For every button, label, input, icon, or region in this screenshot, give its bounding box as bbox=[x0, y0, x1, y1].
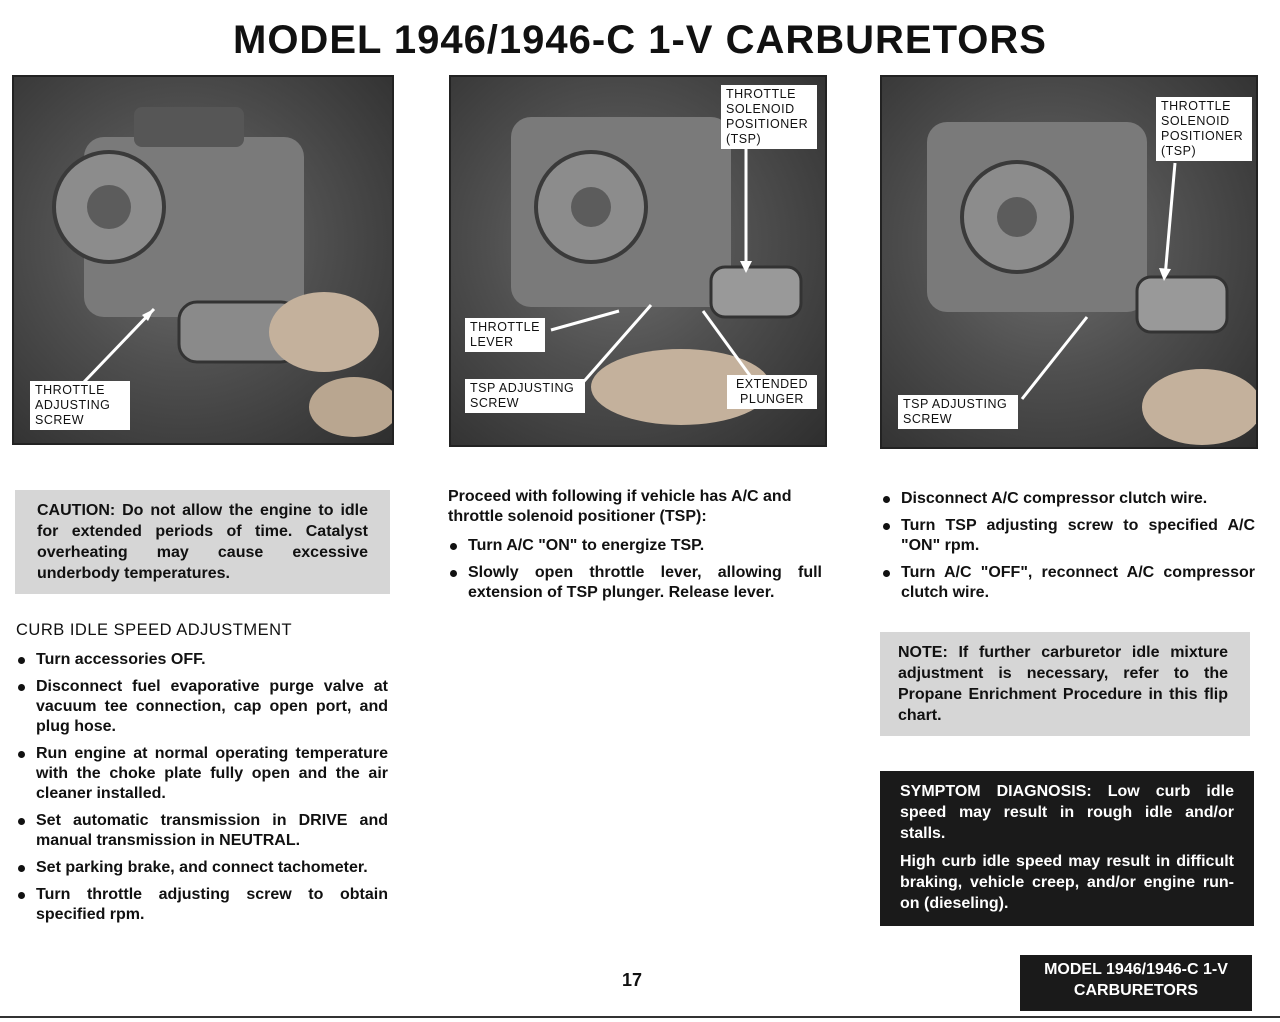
middle-intro: Proceed with following if vehicle has A/C and throttle solenoid positioner (TSP): bbox=[448, 488, 792, 525]
list-item: Disconnect A/C compressor clutch wire. bbox=[881, 489, 1255, 509]
callout-tsp: THROTTLE SOLENOID POSITIONER (TSP) bbox=[1156, 97, 1252, 161]
list-item: Run engine at normal operating temperature with the choke plate fully open and the air cleaner installed. bbox=[16, 744, 388, 804]
carburetor-photo-2 bbox=[449, 75, 827, 447]
note-box: NOTE: If further carburetor idle mixture adjustment is necessary, refer to the Propane Enrichment Procedure in this flip chart. bbox=[880, 632, 1250, 736]
callout-tsp: THROTTLE SOLENOID POSITIONER (TSP) bbox=[721, 85, 817, 149]
curb-idle-heading: CURB IDLE SPEED ADJUSTMENT bbox=[16, 621, 293, 639]
list-item: Turn TSP adjusting screw to specified A/C "ON" rpm. bbox=[881, 516, 1255, 556]
list-item: Turn A/C "ON" to energize TSP. bbox=[448, 536, 822, 556]
symptom-diagnosis-box bbox=[880, 771, 1254, 926]
footer-tab-line-2: CARBURETORS bbox=[1073, 982, 1199, 999]
list-item: Slowly open throttle lever, allowing full extension of TSP plunger. Release lever. bbox=[448, 563, 822, 603]
list-item: Turn accessories OFF. bbox=[16, 650, 388, 670]
footer-rule bbox=[0, 1016, 1280, 1018]
carburetor-photo-3 bbox=[880, 75, 1258, 449]
right-steps bbox=[881, 489, 1255, 610]
footer-tab bbox=[1020, 955, 1252, 1011]
footer-tab-line-1: MODEL 1946/1946-C 1-V bbox=[1044, 961, 1228, 978]
symptom-low-idle: SYMPTOM DIAGNOSIS: Low curb idle speed may result in rough idle and/or stalls. bbox=[900, 783, 1234, 842]
caution-box: CAUTION: Do not allow the engine to idle for extended periods of time. Catalyst overheating may cause excessive underbody temperatures. bbox=[15, 490, 390, 594]
list-item: Set automatic transmission in DRIVE and manual transmission in NEUTRAL. bbox=[16, 811, 388, 851]
curb-idle-steps bbox=[16, 650, 388, 932]
carburetor-photo-1 bbox=[12, 75, 394, 445]
page-title: MODEL 1946/1946-C 1-V CARBURETORS bbox=[233, 18, 1047, 62]
list-item: Set parking brake, and connect tachometer. bbox=[16, 858, 388, 878]
symptom-high-idle: High curb idle speed may result in difficult braking, vehicle creep, and/or engine run-on (dieseling). bbox=[900, 853, 1234, 912]
callout-throttle-adjusting-screw: THROTTLE ADJUSTING SCREW bbox=[30, 381, 130, 430]
list-item: Turn throttle adjusting screw to obtain specified rpm. bbox=[16, 885, 388, 925]
callout-tsp-adjusting-screw: TSP ADJUSTING SCREW bbox=[465, 379, 585, 413]
list-item: Turn A/C "OFF", reconnect A/C compressor clutch wire. bbox=[881, 563, 1255, 603]
callout-extended-plunger: EXTENDED PLUNGER bbox=[727, 375, 817, 409]
callout-tsp-adjusting-screw: TSP ADJUSTING SCREW bbox=[898, 395, 1018, 429]
middle-steps bbox=[448, 536, 822, 610]
list-item: Disconnect fuel evaporative purge valve at vacuum tee connection, cap open port, and plug hose. bbox=[16, 677, 388, 737]
page-number: 17 bbox=[621, 970, 643, 990]
callout-throttle-lever: THROTTLE LEVER bbox=[465, 318, 545, 352]
